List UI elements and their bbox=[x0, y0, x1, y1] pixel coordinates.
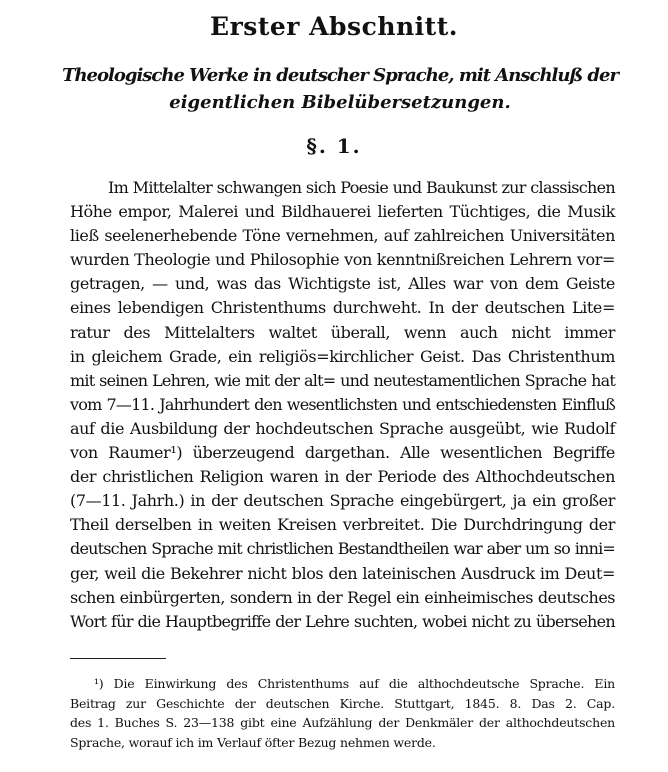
body-line: ließ seelenerhebende Töne vernehmen, auf zahlreichen Universitäten bbox=[70, 226, 615, 246]
body-line: auf die Ausbildung der hochdeutschen Sprache ausgeübt, wie Rudolf bbox=[70, 418, 615, 438]
body-line: getragen, — und, was das Wichtigste ist, Alles war von dem Geiste bbox=[70, 274, 615, 294]
footnote bbox=[70, 674, 615, 752]
body-line: von Raumer¹) überzeugend dargethan. Alle wesentlichen Begriffe bbox=[70, 443, 615, 463]
footnote-divider bbox=[70, 658, 166, 659]
body-line: ger, weil die Bekehrer nicht blos den lateinischen Ausdruck im Deut= bbox=[70, 563, 615, 583]
footnote-line: ¹) Die Einwirkung des Christenthums auf die althochdeutsche Sprache. Ein bbox=[94, 676, 615, 691]
subtitle-line: Theologische Werke in deutscher Sprache, mit Anschluß der bbox=[62, 65, 618, 86]
body-line: Wort für die Hauptbegriffe der Lehre suchten, wobei nicht zu übersehen bbox=[70, 611, 615, 631]
body-line: Höhe empor, Malerei und Bildhauerei lieferten Tüchtiges, die Musik bbox=[70, 202, 615, 222]
body-line: mit seinen Lehren, wie mit der alt= und neutestamentlichen Sprache hat bbox=[70, 370, 615, 390]
body-line: Theil derselben in weiten Kreisen verbreitet. Die Durchdringung der bbox=[70, 515, 615, 535]
body-line: der christlichen Religion waren in der Periode des Althochdeutschen bbox=[70, 467, 615, 487]
section-heading: §. 1. bbox=[306, 134, 362, 158]
body-line: ratur des Mittelalters waltet überall, wenn auch nicht immer bbox=[70, 322, 615, 342]
body-line: (7—11. Jahrh.) in der deutschen Sprache eingebürgert, ja ein großer bbox=[70, 491, 615, 511]
footnote-line: des 1. Buches S. 23—138 gibt eine Aufzählung der Denkmäler der althochdeutschen bbox=[70, 715, 615, 731]
footnote-line: Sprache, worauf ich im Verlauf öfter Bezug nehmen werde. bbox=[70, 734, 436, 750]
body-line: vom 7—11. Jahrhundert den wesentlichsten und entschiedensten Einfluß bbox=[70, 394, 615, 414]
body-line: deutschen Sprache mit christlichen Bestandtheilen war aber um so inni= bbox=[70, 539, 615, 559]
chapter-subtitle bbox=[60, 62, 620, 116]
body-line: schen einbürgerten, sondern in der Regel ein einheimisches deutsches bbox=[70, 587, 615, 607]
footnote-line: Beitrag zur Geschichte der deutschen Kirche. Stuttgart, 1845. 8. Das 2. Cap. bbox=[70, 695, 615, 711]
body-line: eines lebendigen Christenthums durchweht. In der deutschen Lite= bbox=[70, 298, 615, 318]
chapter-title: Erster Abschnitt. bbox=[210, 12, 458, 41]
body-line: in gleichem Grade, ein religiös=kirchlicher Geist. Das Christenthum bbox=[70, 346, 615, 366]
body-paragraph bbox=[70, 176, 615, 634]
subtitle-line: eigentlichen Bibelübersetzungen. bbox=[169, 92, 511, 113]
body-line: Im Mittelalter schwangen sich Poesie und Baukunst zur classischen bbox=[108, 178, 615, 197]
body-line: wurden Theologie und Philosophie von kenntnißreichen Lehrern vor= bbox=[70, 250, 615, 270]
